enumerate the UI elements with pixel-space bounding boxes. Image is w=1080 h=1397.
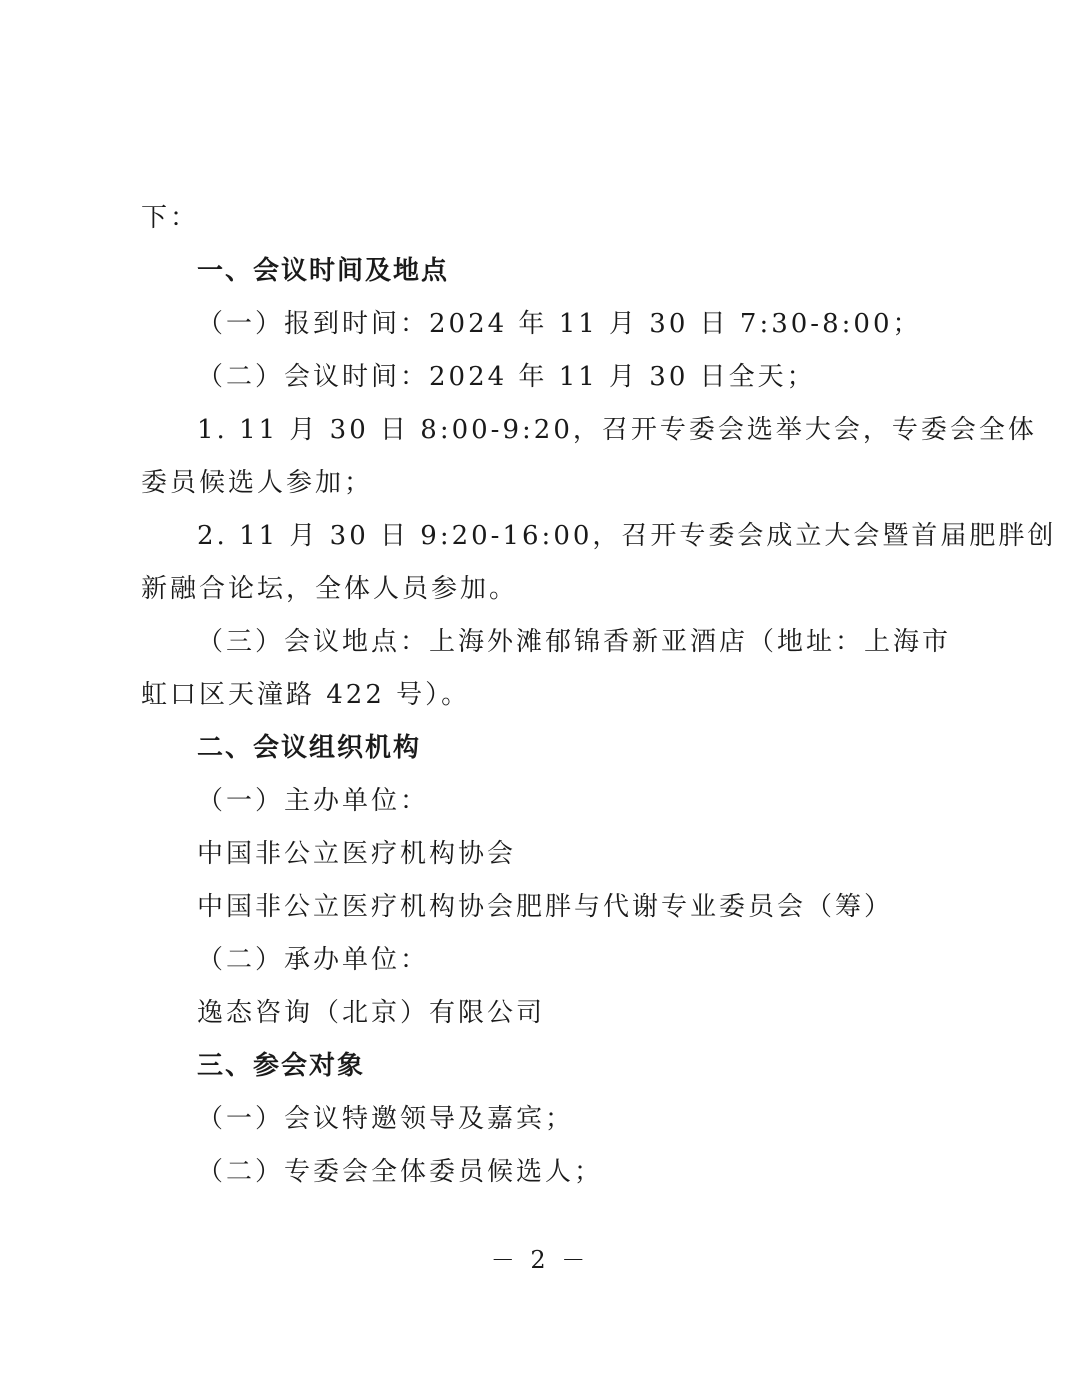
registration-time: （一）报到时间：2024 年 11 月 30 日 7:30-8:00；: [197, 309, 922, 339]
participant-item-1: （一）会议特邀领导及嘉宾；: [197, 1104, 575, 1134]
host-organizer-label: （一）主办单位：: [197, 786, 430, 816]
section-heading-3: 三、参会对象: [197, 1051, 366, 1081]
participant-item-2: （二）专委会全体委员候选人；: [197, 1157, 604, 1187]
section-heading-1: 一、会议时间及地点: [197, 256, 450, 286]
co-organizer: 逸态咨询（北京）有限公司: [197, 998, 546, 1028]
meeting-location: （三）会议地点：上海外滩郁锦香新亚酒店（地址：上海市: [197, 627, 952, 657]
paragraph-continuation: 下：: [141, 203, 200, 233]
schedule-item-1: 1. 11 月 30 日 8:00-9:20，召开专委会选举大会，专委会全体: [197, 415, 1037, 445]
meeting-location-continued: 虹口区天潼路 422 号）。: [141, 680, 471, 710]
schedule-item-2: 2. 11 月 30 日 9:20-16:00，召开专委会成立大会暨首届肥胖创: [197, 521, 1057, 551]
section-heading-2: 二、会议组织机构: [197, 733, 422, 763]
schedule-item-2-continued: 新融合论坛，全体人员参加。: [141, 574, 519, 604]
host-organizer-2: 中国非公立医疗机构协会肥胖与代谢专业委员会（筹）: [197, 892, 894, 922]
host-organizer-1: 中国非公立医疗机构协会: [197, 839, 517, 869]
meeting-time: （二）会议时间：2024 年 11 月 30 日全天；: [197, 362, 816, 392]
schedule-item-1-continued: 委员候选人参加；: [141, 468, 374, 498]
co-organizer-label: （二）承办单位：: [197, 945, 430, 975]
page-number: － 2 －: [490, 1246, 590, 1274]
